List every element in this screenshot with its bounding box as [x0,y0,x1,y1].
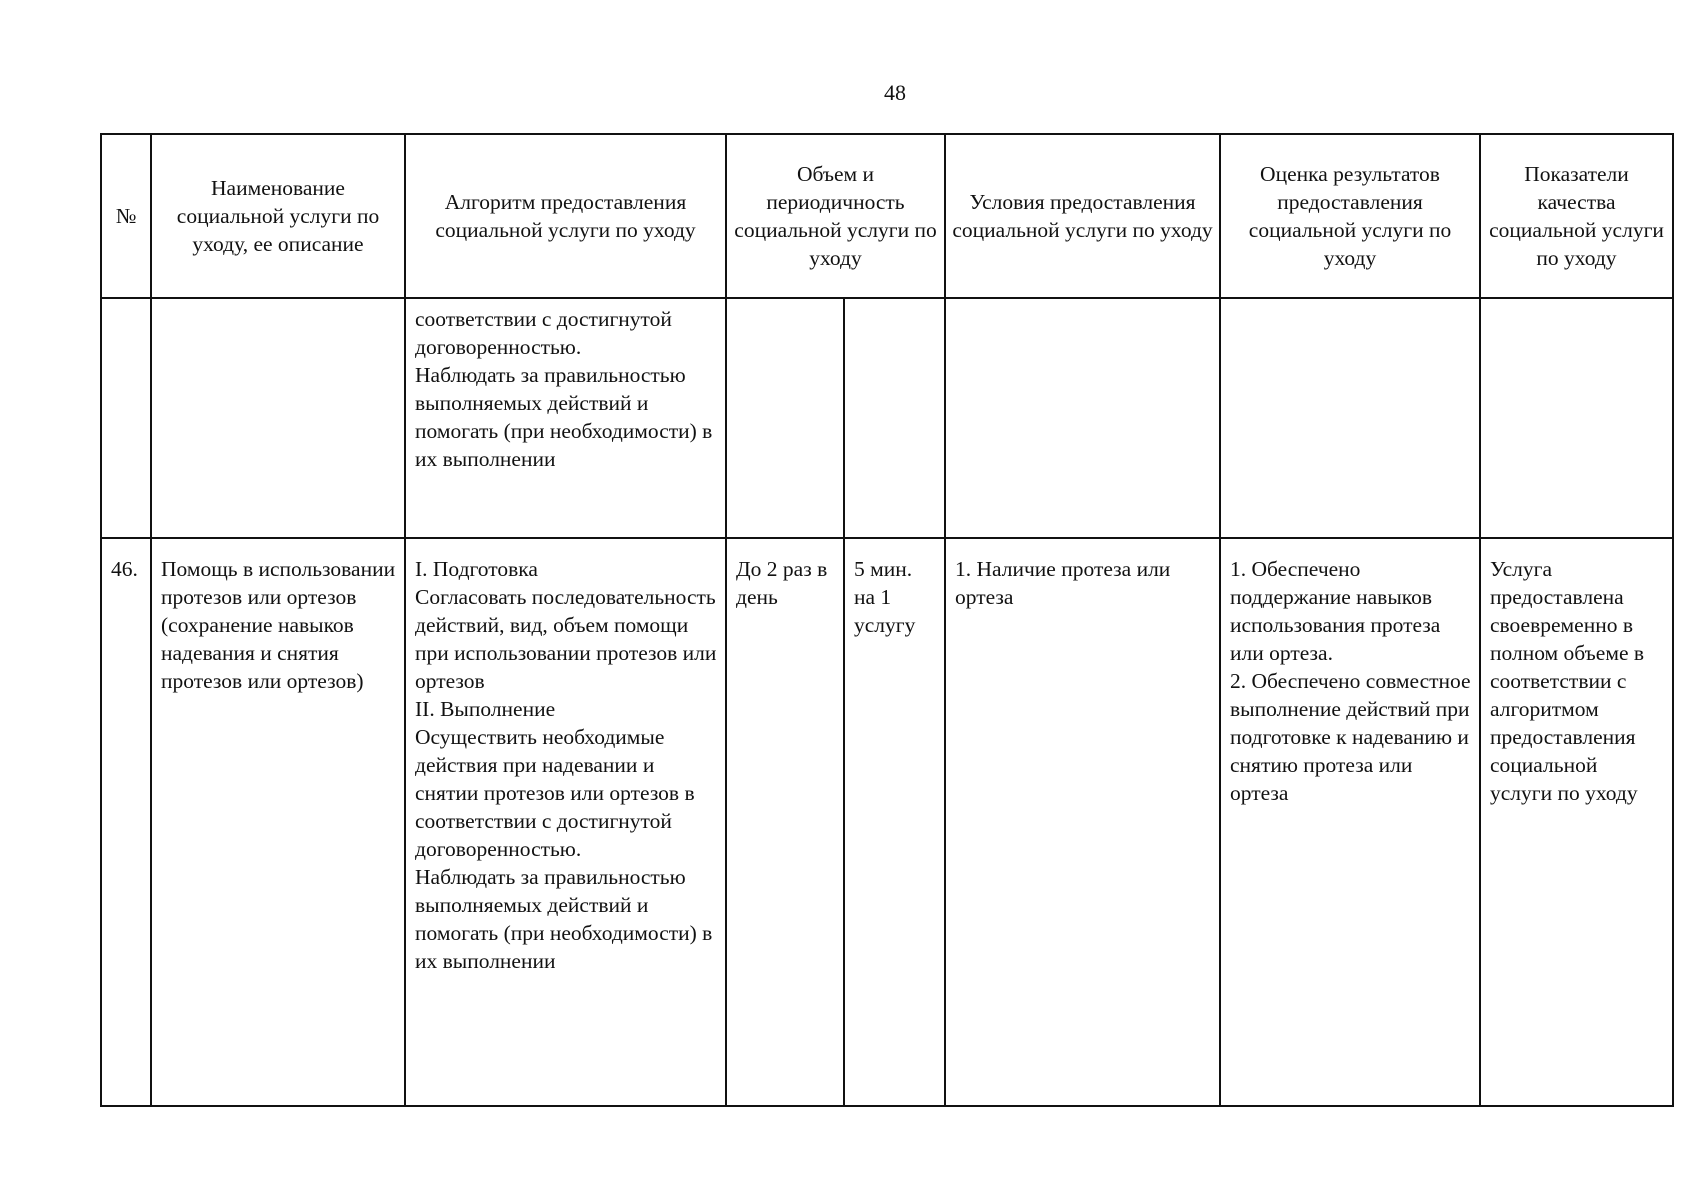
algorithm-step: Осуществить необходимые действия при надевании и снятии протезов или ортезов в соответствии с достигнутой договоренностью. [415,725,695,861]
cont-frequency-cell [726,298,844,538]
header-algorithm: Алгоритм предоставления социальной услуги по уходу [405,134,726,298]
evaluation-item: 2. Обеспечено совместное выполнение действий при подготовке к надеванию и снятию протеза или ортеза [1230,669,1471,805]
service-name-cell: Помощь в использовании протезов или ортезов (сохранение навыков надевания и снятия протезов или ортезов) [151,538,405,1106]
cont-quality-cell [1480,298,1673,538]
algorithm-step: I. Подготовка [415,557,538,581]
header-evaluation: Оценка результатов предоставления социальной услуги по уходу [1220,134,1480,298]
cont-name-cell [151,298,405,538]
algorithm-cell [405,538,726,1106]
cont-conditions-cell [945,298,1220,538]
header-volume: Объем и периодичность социальной услуги по уходу [726,134,945,298]
page-number: 48 [884,80,906,105]
duration-cell: 5 мин. на 1 услугу [844,538,945,1106]
quality-cell: Услуга предоставлена своевременно в полном объеме в соответствии с алгоритмом предоставления социальной услуги по уходу [1480,538,1673,1106]
header-name: Наименование социальной услуги по уходу, ее описание [151,134,405,298]
frequency-cell: До 2 раз в день [726,538,844,1106]
services-table [100,133,1674,1107]
row-num-cell: 46. [101,538,151,1106]
cont-algorithm-cell [405,298,726,538]
header-quality: Показатели качества социальной услуги по уходу [1480,134,1673,298]
header-conditions: Условия предоставления социальной услуги по уходу [945,134,1220,298]
table-row-46 [101,538,1673,1106]
cont-duration-cell [844,298,945,538]
algorithm-step: II. Выполнение [415,697,556,721]
cont-num-cell [101,298,151,538]
evaluation-item: 1. Обеспечено поддержание навыков использования протеза или ортеза. [1230,557,1441,665]
header-num: № [101,134,151,298]
table-row-continuation [101,298,1673,538]
cont-algorithm-line: соответствии с достигнутой договоренностью. [415,307,672,359]
cont-algorithm-line: Наблюдать за правильностью выполняемых действий и помогать (при необходимости) в их выполнении [415,363,713,471]
evaluation-cell [1220,538,1480,1106]
algorithm-step: Согласовать последовательность действий, вид, объем помощи при использовании протезов или ортезов [415,585,717,693]
header-row [101,134,1673,298]
algorithm-step: Наблюдать за правильностью выполняемых действий и помогать (при необходимости) в их выполнении [415,865,713,973]
cont-evaluation-cell [1220,298,1480,538]
conditions-cell: 1. Наличие протеза или ортеза [945,538,1220,1106]
